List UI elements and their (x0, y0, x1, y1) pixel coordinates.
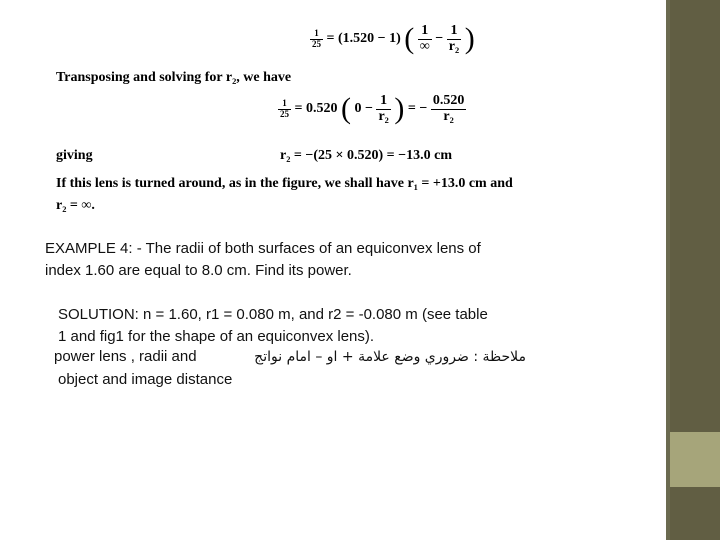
eq1-lhs-fraction (310, 29, 323, 49)
eq1-inner-b-den: r₂ (448, 38, 460, 54)
eq2-lhs-fraction (278, 99, 291, 119)
eq1-factor: (1.520 − 1) (337, 31, 401, 47)
eq2-inner (376, 94, 390, 124)
eq1-inner-b (447, 24, 461, 54)
example-line-1 (45, 239, 481, 259)
equation-2 (278, 94, 466, 124)
turned-around-line-2: r₂ = ∞. (56, 198, 95, 213)
example-line-2: index 1.60 are equal to 8.0 cm. Find its power. (45, 262, 352, 279)
solution-note-line (54, 347, 197, 367)
eq1-inner-a-den: ∞ (419, 38, 430, 54)
formula-image (52, 22, 585, 232)
solution-line-1 (58, 305, 488, 325)
eq2-lhs-den: 25 (280, 108, 289, 119)
eq1-minus: − (435, 31, 444, 47)
eq2-minus: − (364, 101, 373, 117)
eq2-zero: 0 (354, 101, 362, 117)
solution-line-4: object and image distance (58, 371, 233, 388)
eq2-result-num: 0.520 (432, 93, 465, 108)
eq2-inner-den: r₂ (378, 108, 389, 124)
eq2-result-den: r₂ (431, 109, 467, 125)
eq1-equals: = (326, 31, 335, 47)
eq2-lhs-num: 1 (282, 98, 287, 109)
example-label: EXAMPLE 4: (45, 240, 133, 257)
eq2-inner-num: 1 (380, 93, 388, 108)
example-line-1-text: - The radii of both surfaces of an equiconvex lens of (132, 240, 481, 257)
eq1-lhs-num: 1 (314, 28, 319, 39)
eq1-close-paren: ) (464, 22, 475, 56)
eq2-coef: 0.520 (305, 101, 338, 117)
eq1-lhs-den: 25 (312, 38, 321, 49)
equation-3: r₂ = −(25 × 0.520) = −13.0 cm (280, 148, 452, 163)
eq2-tail: = − (407, 101, 428, 117)
eq1-open-paren: ( (404, 22, 415, 56)
eq2-close-paren: ) (394, 92, 405, 126)
turned-around-line-1: If this lens is turned around, as in the figure, we shall have r₁ = +13.0 cm and (56, 176, 513, 191)
solution-note-english: power lens , radii and (54, 348, 197, 365)
eq2-result (431, 94, 467, 124)
solution-label: SOLUTION: (58, 306, 139, 323)
transpose-text: Transposing and solving for r₂, we have (56, 70, 292, 85)
eq1-inner-b-num: 1 (450, 23, 458, 38)
giving-label: giving (56, 148, 93, 163)
equation-1 (310, 24, 475, 54)
eq1-inner-a-num: 1 (421, 23, 429, 38)
solution-line-2: 1 and fig1 for the shape of an equiconvex lens). (58, 328, 375, 345)
decorative-stripe-lower (670, 487, 720, 540)
solution-note-arabic: ملاحظة : ضروري وضع علامة + او – امام نواتج (254, 349, 526, 365)
decorative-stripe-accent (670, 432, 720, 487)
decorative-stripe-upper (670, 0, 720, 432)
eq2-open-paren: ( (340, 92, 351, 126)
eq2-equals: = (294, 101, 303, 117)
solution-line-1-text: n = 1.60, r1 = 0.080 m, and r2 = -0.080 m (see table (138, 306, 488, 323)
eq1-inner-a (418, 24, 432, 54)
